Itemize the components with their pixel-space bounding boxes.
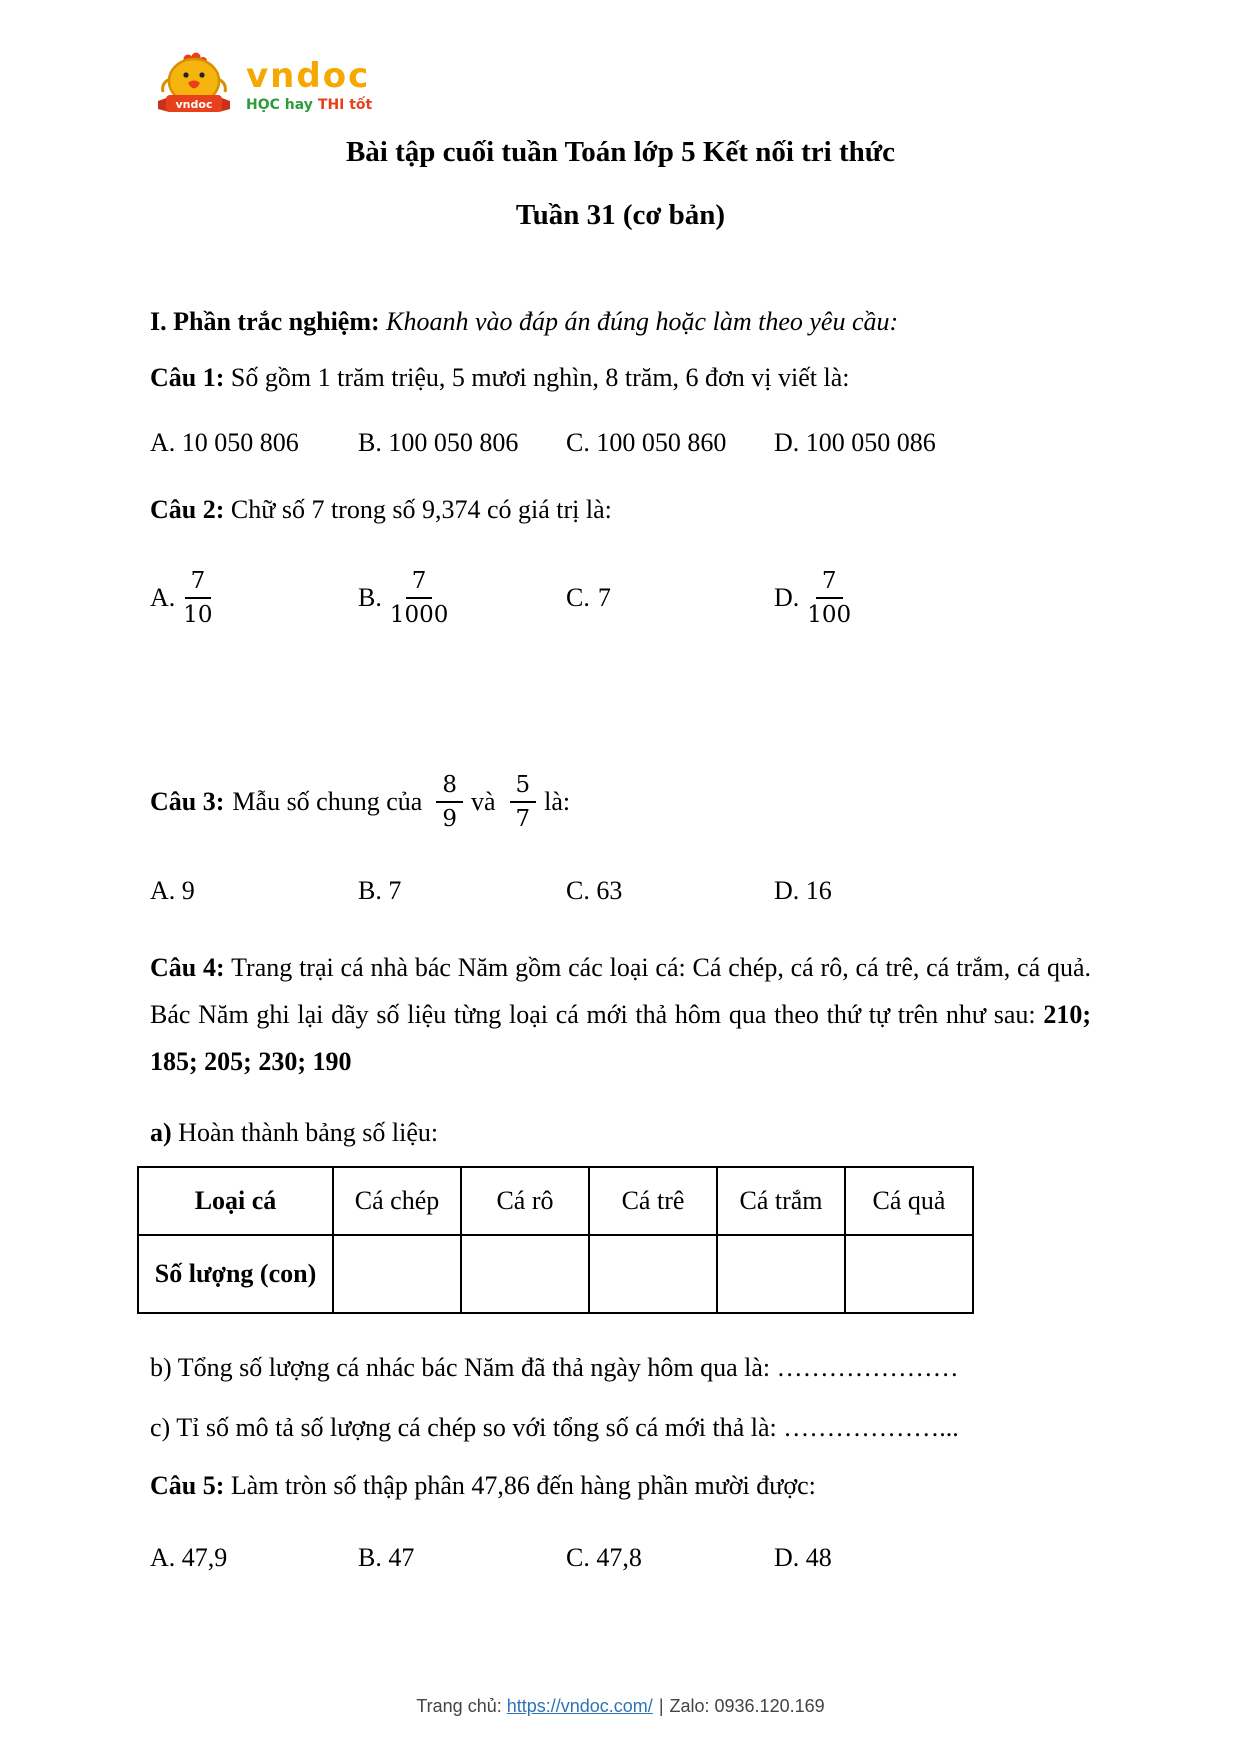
question-2-options [150,556,1091,640]
option-letter: B. [358,428,382,457]
table-row-label: Số lượng (con) [138,1235,333,1313]
fraction-numerator: 7 [185,568,212,599]
option-c [566,424,774,462]
chick-mascot-icon [148,52,240,120]
option-value: 100 050 860 [596,428,727,457]
footer-separator: | [658,1696,664,1716]
option-letter: D. [774,583,800,612]
question-5-label: Câu 5: [150,1471,225,1500]
question-3-options [150,872,1091,910]
question-5-text: Làm tròn số thập phân 47,86 đến hàng phần mười được: [230,1471,816,1500]
fraction-denominator: 10 [183,602,213,628]
fish-data-table [137,1166,974,1314]
question-1-text: Số gồm 1 trăm triệu, 5 mươi nghìn, 8 trăm, 6 đơn vị viết là: [230,363,850,392]
table-empty-cell [461,1235,589,1313]
question-3-label: Câu 3: [150,787,225,816]
option-letter: D. [774,876,800,905]
part-a-text: Hoàn thành bảng số liệu: [171,1118,439,1147]
fraction-denominator: 1000 [389,602,449,628]
option-letter: B. [358,876,382,905]
fraction-numerator: 5 [510,772,537,803]
option-letter: A. [150,583,176,612]
table-header-ca-chep: Cá chép [333,1167,461,1235]
document-body [0,303,1241,1577]
ribbon-text: vndoc [175,98,213,111]
fraction [510,772,537,833]
question-1-options [150,424,1091,462]
option-d [774,1539,832,1577]
table-empty-cell [717,1235,845,1313]
option-value: 100 050 086 [805,428,936,457]
question-4-part-b: b) Tổng số lượng cá nhác bác Năm đã thả ngày hôm qua là: ………………… [150,1353,959,1382]
fraction-numerator: 7 [406,568,433,599]
question-4-part-c: c) Tỉ số mô tả số lượng cá chép so với tổng số cá mới thả là: ………………... [150,1413,959,1442]
part-a-label: a) [150,1118,172,1147]
brand-tagline [246,97,372,113]
option-b [358,424,566,462]
table-header-row [138,1167,973,1235]
fraction-denominator: 7 [515,806,531,832]
tagline-green: HỌC hay [246,97,313,113]
vndoc-logo [148,52,372,120]
option-a [150,568,358,629]
option-value: 7 [597,583,611,612]
table-empty-cell [589,1235,717,1313]
footer-prefix: Trang chủ: [416,1696,507,1716]
option-a [150,872,358,910]
option-value: 100 050 806 [388,428,519,457]
option-value: 7 [388,876,402,905]
question-1 [150,359,1091,397]
question-4 [150,944,1091,1085]
option-letter: A. [150,428,176,457]
question-4-data-values: 210; 185; 205; 230; 190 [150,1000,1091,1076]
fraction-numerator: 8 [436,772,463,803]
question-1-label: Câu 1: [150,363,225,392]
fraction-denominator: 9 [442,806,457,832]
tagline-red: THI tốt [317,97,373,113]
document-subtitle: Tuần 31 (cơ bản) [515,199,726,231]
option-value: 63 [596,876,623,905]
question-3 [150,762,1091,842]
question-3-text-mid: và [470,787,496,816]
option-c [566,583,774,613]
question-2-label: Câu 2: [150,495,225,524]
brand-wordmark: vndoc [246,56,371,96]
option-letter: C. [566,876,590,905]
section-1-label: I. Phần trắc nghiệm: [150,307,380,336]
fraction-numerator: 7 [816,568,843,599]
option-letter: A. [150,876,176,905]
page-footer [0,1696,1241,1717]
footer-zalo: Zalo: 0936.120.169 [669,1696,825,1716]
option-c [566,1539,774,1577]
table-header-ca-qua: Cá quả [845,1167,973,1235]
option-b [358,872,566,910]
section-1-heading [150,303,1091,341]
question-4-part-a [150,1114,1091,1152]
table-header-ca-tram: Cá trắm [717,1167,845,1235]
option-letter: C. [566,583,590,612]
option-letter: A. [150,1543,176,1572]
question-2-text: Chữ số 7 trong số 9,374 có giá trị là: [230,495,612,524]
table-data-row [138,1235,973,1313]
option-d [774,424,936,462]
option-c [566,872,774,910]
question-3-text-after: là: [544,787,571,816]
question-3-text: Mẫu số chung của [232,787,423,816]
question-5 [150,1467,1091,1505]
table-header-ca-tre: Cá trê [589,1167,717,1235]
option-value: 47,9 [181,1543,228,1572]
option-value: 47 [388,1543,415,1572]
option-a [150,1539,358,1577]
table-empty-cell [333,1235,461,1313]
option-letter: D. [774,428,800,457]
document-title: Bài tập cuối tuần Toán lớp 5 Kết nối tri thức [345,136,896,168]
option-letter: B. [358,1543,382,1572]
question-4-text: Trang trại cá nhà bác Năm gồm các loại cá: Cá chép, cá rô, cá trê, cá trắm, cá quả. Bác Năm ghi lại dãy số liệu từng loại cá mới thả hôm qua theo thứ tự trên như sau: [150,953,1092,1029]
homepage-link[interactable]: https://vndoc.com/ [506,1696,653,1716]
fraction-denominator: 100 [807,602,852,628]
fraction [807,568,851,629]
question-4-label: Câu 4: [150,953,225,982]
option-value: 10 050 806 [181,428,299,457]
option-value: 48 [805,1543,832,1572]
option-letter: C. [566,428,590,457]
option-letter: C. [566,1543,590,1572]
fraction [183,568,212,629]
fraction [436,772,463,833]
option-b [358,1539,566,1577]
question-5-options [150,1539,1091,1577]
option-b [358,568,566,629]
question-2 [150,491,1091,529]
logo-text-block [246,56,373,113]
option-value: 16 [805,876,832,905]
table-header-ca-ro: Cá rô [461,1167,589,1235]
option-value: 47,8 [596,1543,642,1572]
option-letter: B. [358,583,382,612]
option-d [774,568,851,629]
fraction [390,568,449,629]
section-1-instruction: Khoanh vào đáp án đúng hoặc làm theo yêu cầu: [386,307,899,336]
table-empty-cell [845,1235,973,1313]
option-letter: D. [774,1543,800,1572]
option-a [150,424,358,462]
table-header-loai-ca: Loại cá [138,1167,333,1235]
option-d [774,872,832,910]
option-value: 9 [181,876,195,905]
